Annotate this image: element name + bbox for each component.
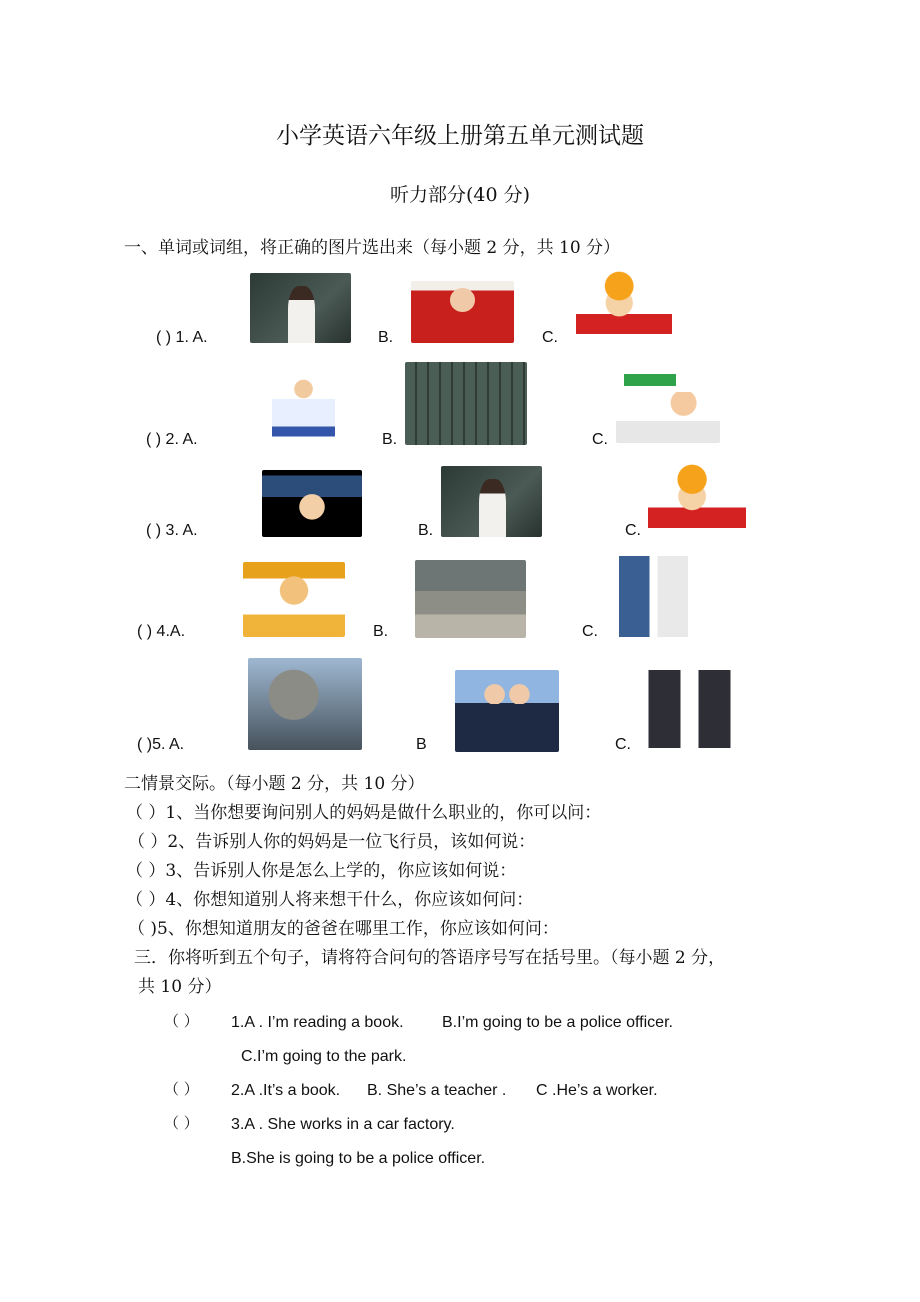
option-b-image[interactable] xyxy=(455,670,559,752)
question-label: ( ) 4.A. xyxy=(137,623,186,640)
option-b-label: B. xyxy=(378,329,394,346)
option-c-label: C. xyxy=(592,431,608,448)
q2-option-a: 2.A .It’s a book. xyxy=(231,1082,341,1099)
section2-item: （ ）4、你想知道别人将来想干什么，你应该如何问： xyxy=(126,890,534,910)
q1-option-b: B.I’m going to be a police officer. xyxy=(442,1014,673,1031)
answer-bracket: （ ） xyxy=(164,1114,199,1132)
q1-option-a: 1.A . I’m reading a book. xyxy=(231,1014,404,1031)
option-a-image[interactable] xyxy=(248,658,362,750)
option-c-label: C. xyxy=(582,623,598,640)
section2-item: （ ）2、告诉别人你的妈妈是一位飞行员，该如何说： xyxy=(128,832,536,852)
option-a-image[interactable] xyxy=(243,562,345,637)
option-b-label: B xyxy=(416,736,427,753)
question-label: ( ) 2. A. xyxy=(146,431,198,448)
option-a-image[interactable] xyxy=(262,470,362,537)
option-c-image[interactable] xyxy=(616,370,720,443)
option-b-label: B. xyxy=(373,623,389,640)
option-c-image[interactable] xyxy=(644,670,735,748)
q1-option-c: C.I’m going to the park. xyxy=(241,1048,407,1065)
question-label: ( ) 1. A. xyxy=(156,329,208,346)
option-b-image[interactable] xyxy=(415,560,526,638)
option-c-image[interactable] xyxy=(615,556,692,637)
option-a-image[interactable] xyxy=(272,372,335,440)
section2-item: （ ）1、当你想要询问别人的妈妈是做什么职业的，你可以问： xyxy=(126,803,602,823)
section3-heading: 三．你将听到五个句子，请将符合问句的答语序号写在括号里。（每小题 2 分， xyxy=(134,948,726,968)
section2-item: （ ）3、告诉别人你是怎么上学的，你应该如何说： xyxy=(126,861,517,881)
page-title: 小学英语六年级上册第五单元测试题 xyxy=(276,123,644,149)
q2-option-c: C .He’s a worker. xyxy=(536,1082,658,1099)
option-c-image[interactable] xyxy=(648,463,746,537)
answer-bracket: （ ） xyxy=(164,1012,199,1030)
page-subtitle: 听力部分(40 分) xyxy=(389,184,531,206)
option-b-image[interactable] xyxy=(441,466,542,537)
section2-item: （ )5、你想知道朋友的爸爸在哪里工作，你应该如何问： xyxy=(128,919,559,939)
q3-option-b: B.She is going to be a police officer. xyxy=(231,1150,486,1167)
option-b-image[interactable] xyxy=(405,362,527,445)
option-c-label: C. xyxy=(625,522,641,539)
option-c-label: C. xyxy=(615,736,631,753)
section3-heading-cont: 共 10 分） xyxy=(138,977,222,997)
option-b-image[interactable] xyxy=(411,281,514,343)
option-b-label: B. xyxy=(418,522,434,539)
question-label: ( )5. A. xyxy=(137,736,185,753)
option-c-label: C. xyxy=(542,329,558,346)
answer-bracket: （ ） xyxy=(164,1080,199,1098)
option-c-image[interactable] xyxy=(576,270,672,343)
section2-heading: 二情景交际。（每小题 2 分，共 10 分） xyxy=(124,774,425,794)
q2-option-b: B. She’s a teacher . xyxy=(367,1082,507,1099)
option-a-image[interactable] xyxy=(250,273,351,343)
q3-option-a: 3.A . She works in a car factory. xyxy=(231,1116,455,1133)
question-label: ( ) 3. A. xyxy=(146,522,198,539)
section1-heading: 一、单词或词组，将正确的图片选出来（每小题 2 分，共 10 分） xyxy=(124,238,621,258)
option-b-label: B. xyxy=(382,431,398,448)
